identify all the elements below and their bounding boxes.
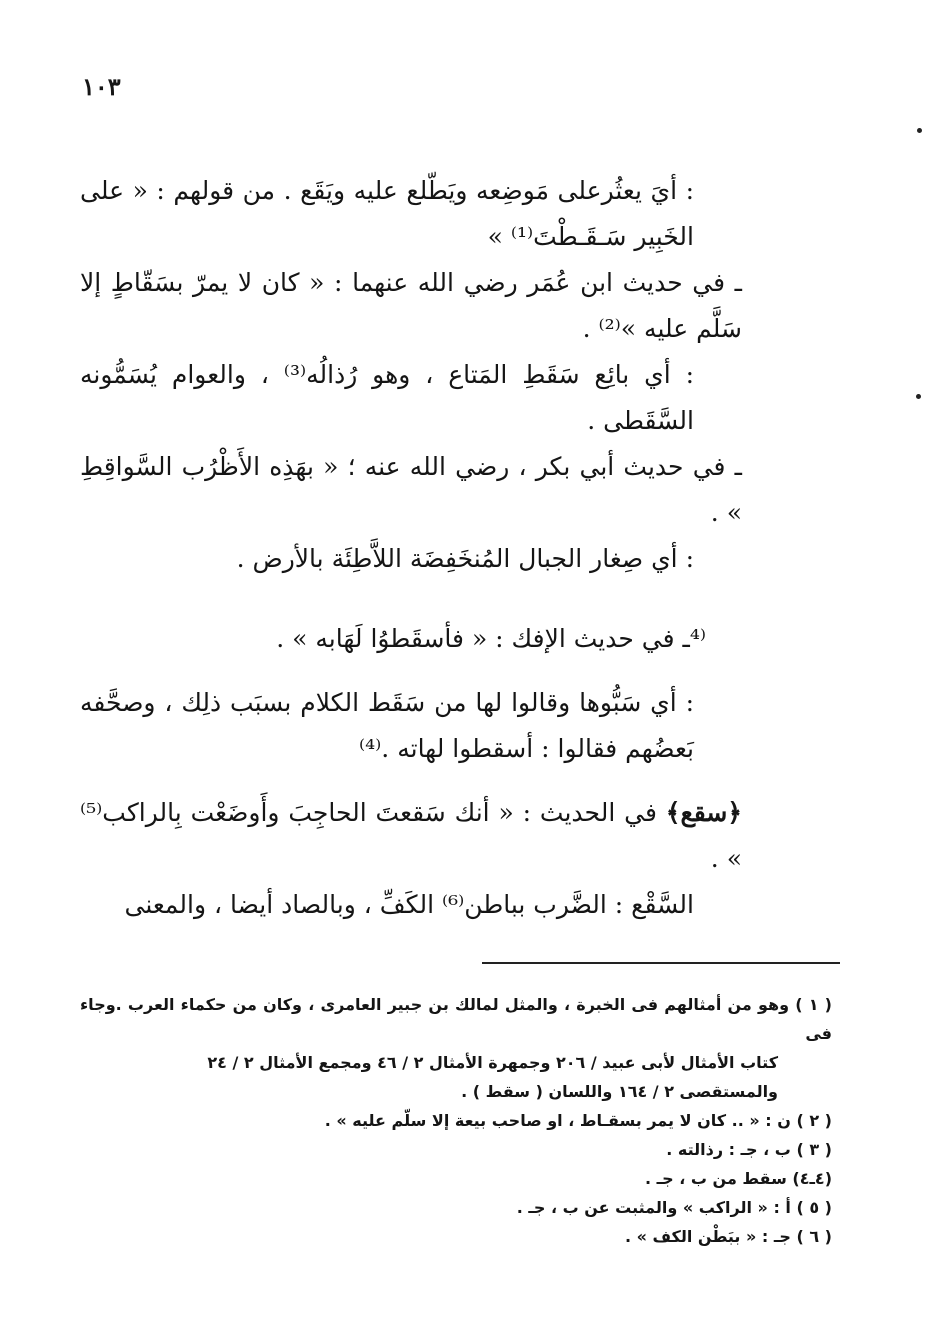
entry-text: في الحديث : « أنك سَقعتَ الحاجِبَ وأَوضَعْت بِالراكب⁽⁵⁾ » . — [80, 798, 742, 873]
footnote-divider — [482, 962, 840, 964]
footnote: ( ٣ ) ب ، جـ : رذالته . — [666, 1140, 832, 1159]
footnote: (٤ـ٤) سقط من ب ، جـ . — [645, 1169, 832, 1188]
spacer — [80, 772, 742, 790]
hadith-paragraph: ـ في حديث أبي بكر ، رضي الله عنه ؛ « بهَذِه الأَظْرُب السَّواقِطِ » . — [80, 452, 742, 527]
footnote: ( ٢ ) ن : « .. كان لا يمر بسقـاط ، او صاحب بيعة إلا سلّم عليه » . — [324, 1111, 832, 1130]
margin-mark — [917, 128, 922, 133]
footnote-continuation: كتاب الأمثال لأبى عبيد / ٢٠٦ وجمهرة الأمثال ٢ / ٤٦ ومجمع الأمثال ٢ / ٢٤ — [207, 1053, 778, 1072]
spacer — [80, 582, 742, 616]
paragraph: : أيَ يعثُرعلى مَوضِعه ويَطّلع عليه ويَقَع . من قولهم : « على الخَبِير سَـقَـطْتَ⁽¹⁾ » — [80, 176, 694, 251]
paragraph: السَّقْع : الضَّرب بباطن⁽⁶⁾ الكَفِّ ، وبالصاد أيضا ، والمعنى — [124, 890, 694, 919]
page-number: ١٠٣ — [82, 72, 121, 101]
entry-heading: ﴿سقع﴾ — [665, 798, 742, 827]
spacer — [80, 662, 742, 680]
footnote-continuation: والمستقصى ٢ / ١٦٤ واللسان ( سقط ) . — [461, 1082, 778, 1101]
paragraph: : أي سَبُّوها وقالوا لها من سَقَط الكلام بسبَب ذلِك ، وصحَّفه بَعضُهم فقالوا : أسقطوا لهاته .⁽⁴⁾ — [80, 688, 694, 763]
hadith-paragraph: ⁽⁴ـ في حديث الإفك : « فأسقَطوُا لَهَابه » . — [276, 624, 706, 653]
hadith-paragraph: ـ في حديث ابن عُمَر رضي الله عنهما : « كان لا يمرّ بسَقّاطٍ إلا سَلَّم عليه »⁽²⁾ . — [80, 268, 742, 343]
entry-paragraph — [80, 790, 742, 882]
paragraph: : أي صِغار الجبال المُنخَفِضَة اللاَّطِئَة بالأرض . — [236, 544, 694, 573]
footnotes — [80, 990, 832, 1251]
footnote: ( ٥ ) أ : « الراكب » والمثبت عن ب ، جـ . — [516, 1198, 832, 1217]
main-text — [80, 168, 742, 928]
margin-mark — [916, 394, 921, 399]
footnote: ( ١ ) وهو من أمثالهم فى الخبرة ، والمثل لمالك بن جبير العامرى ، وكان من حكماء العرب .وجاء فى — [80, 995, 832, 1043]
paragraph: : أي بائِع سَقَطِ المَتاع ، وهو رُذالُه⁽³⁾ ، والعوام يُسَمُّونه السَّقَطى . — [80, 360, 695, 435]
footnote: ( ٦ ) جـ : « ببَطْن الكف » . — [624, 1227, 832, 1246]
